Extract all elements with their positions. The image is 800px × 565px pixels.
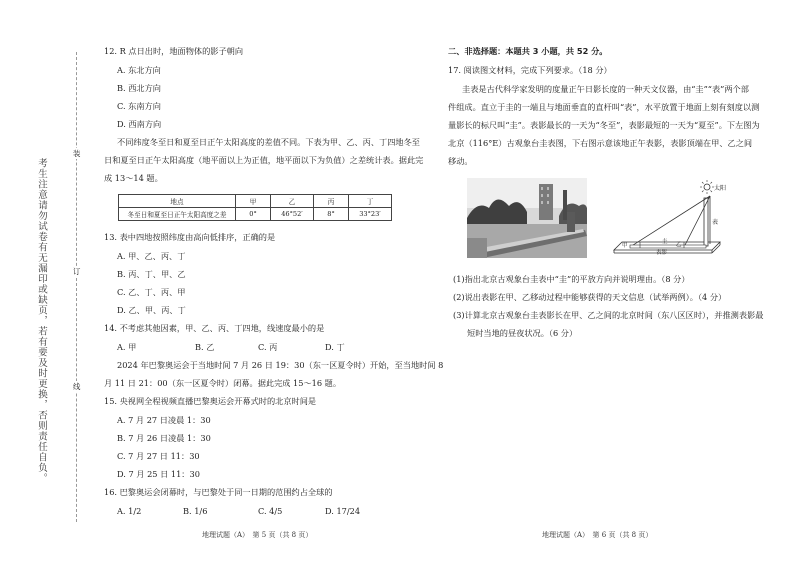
q12-option-b: B. 西北方向 [117,83,161,93]
table-header-row [119,195,392,208]
shadow-label: 表影 [656,250,668,256]
q14-option-d: D. 丁 [325,342,345,352]
q12-option-d: D. 西南方向 [117,119,162,129]
passage-line2: 件组成。直立于圭的一端且与地面垂直的直杆叫“表”，水平放置于地面上刻有刻度以测 [448,102,760,112]
binding-line [76,52,77,522]
table-cell: 46°52′ [271,208,314,221]
observatory-photo [467,178,587,258]
gnomon-shadow-diagram [610,176,730,266]
passage-line5: 移动。 [448,156,473,166]
table-cell: 33°23′ [349,208,392,221]
table-row [119,208,392,221]
right-page-footer: 地理试题（A） 第 6 页（共 8 页） [542,531,653,539]
sun-icon [700,180,714,194]
table-header-cell: 丙 [314,195,349,208]
q17-part3-line2: 短时当地的昼夜状况。（6 分） [467,328,578,338]
intro-15-16-line1: 2024 年巴黎奥运会于当地时间 7 月 26 日 19：30（东一区夏令时）开始，至当地时间 8 [117,360,444,370]
q15-option-c: C. 7 月 27 日 11：30 [117,451,200,461]
q12-option-a: A. 东北方向 [117,65,161,75]
q16-option-d: D. 17/24 [325,506,361,516]
binding-mark-ding: 订 [73,266,83,277]
table-header-cell: 甲 [236,195,271,208]
q13-stem: 13. 表中四地按照纬度由高向低排序，正确的是 [104,232,276,242]
passage-line3: 量影长的标尺叫“圭”。表影最长的一天为“冬至”，表影最短的一天为“夏至”。下左图为 [448,120,760,130]
intro-13-14-line3: 成 13～14 题。 [104,173,163,183]
q15-option-b: B. 7 月 26 日凌晨 1：30 [117,433,211,443]
table-header-cell: 丁 [349,195,392,208]
q16-option-b: B. 1/6 [183,506,208,516]
jia-label: 甲 [622,243,628,249]
q17-part2: (2)说出表影在甲、乙移动过程中能够获得的天文信息（试举两例）。（4 分） [453,292,727,302]
q16-stem: 16. 巴黎奥运会闭幕时，与巴黎处于同一日期的范围约占全球的 [104,487,333,497]
table-cell: 冬至日和夏至日正午太阳高度之差 [119,208,236,221]
q15-option-a: A. 7 月 27 日凌晨 1：30 [117,415,211,425]
q14-option-b: B. 乙 [195,342,215,352]
section-title: 二、非选择题：本题共 3 小题，共 52 分。 [448,46,608,56]
binding-notice: 考生注意请勿试卷有无漏印或缺页，若有要及时更换，否则责任自负。 [36,158,47,484]
q13-option-d: D. 乙、甲、丙、丁 [117,305,186,315]
q12-stem: 12. R 点日出时，地面物体的影子朝向 [104,46,244,56]
q13-option-a: A. 甲、乙、丙、丁 [117,251,186,261]
sun-label: 太阳 [714,185,727,192]
binding-mark-zhuang: 装 [73,148,83,159]
intro-15-16-line2: 月 11 日 21：00（东一区夏令时）闭幕。据此完成 15～16 题。 [104,378,342,388]
q15-option-d: D. 7 月 25 日 11：30 [117,469,200,479]
q17-part3-line1: (3)计算北京古观象台圭表影长在甲、乙之间的北京时间（东八区区时），并推测表影最 [453,310,764,320]
gui-label: 圭 [662,239,668,245]
intro-13-14-line1: 不同纬度冬至日和夏至日正午太阳高度的差值不同。下表为甲、乙、丙、丁四地冬至 [117,137,420,147]
q17-stem: 17. 阅读图文材料，完成下列要求。（18 分） [448,65,612,75]
table-cell: 8° [314,208,349,221]
yi-label: 乙 [676,242,682,248]
table-header-cell: 乙 [271,195,314,208]
q13-option-b: B. 丙、丁、甲、乙 [117,269,186,279]
passage-line1: 圭表是古代科学家发明的度量正午日影长度的一种天文仪器，由“圭”“表”两个部 [462,84,749,94]
table-header-cell: 地点 [119,195,236,208]
binding-mark-xian: 线 [73,381,83,392]
q13-option-c: C. 乙、丁、丙、甲 [117,287,186,297]
q14-option-a: A. 甲 [117,342,137,352]
intro-13-14-line2: 日和夏至日正午太阳高度（地平面以上为正值，地平面以下为负值）之差统计表。据此完 [104,155,424,165]
q14-option-c: C. 丙 [258,342,278,352]
passage-line4: 北京（116°E）古观象台圭表图，下右图示意该地正午表影，表影顶端在甲、乙之间 [448,138,753,148]
left-page-footer: 地理试题（A） 第 5 页（共 8 页） [202,531,313,539]
altitude-difference-table [118,194,392,221]
q16-option-a: A. 1/2 [117,506,142,516]
q12-option-c: C. 东南方向 [117,101,161,111]
q15-stem: 15. 央视网全程视频直播巴黎奥运会开幕式时的北京时间是 [104,396,317,406]
gnomon-label: 表 [712,219,719,226]
q16-option-c: C. 4/5 [258,506,283,516]
table-cell: 0° [236,208,271,221]
q17-part1: (1)指出北京古观象台圭表中“圭”的平放方向并说明理由。（8 分） [453,274,690,284]
q14-stem: 14. 不考虑其他因素，甲、乙、丙、丁四地，线速度最小的是 [104,323,325,333]
